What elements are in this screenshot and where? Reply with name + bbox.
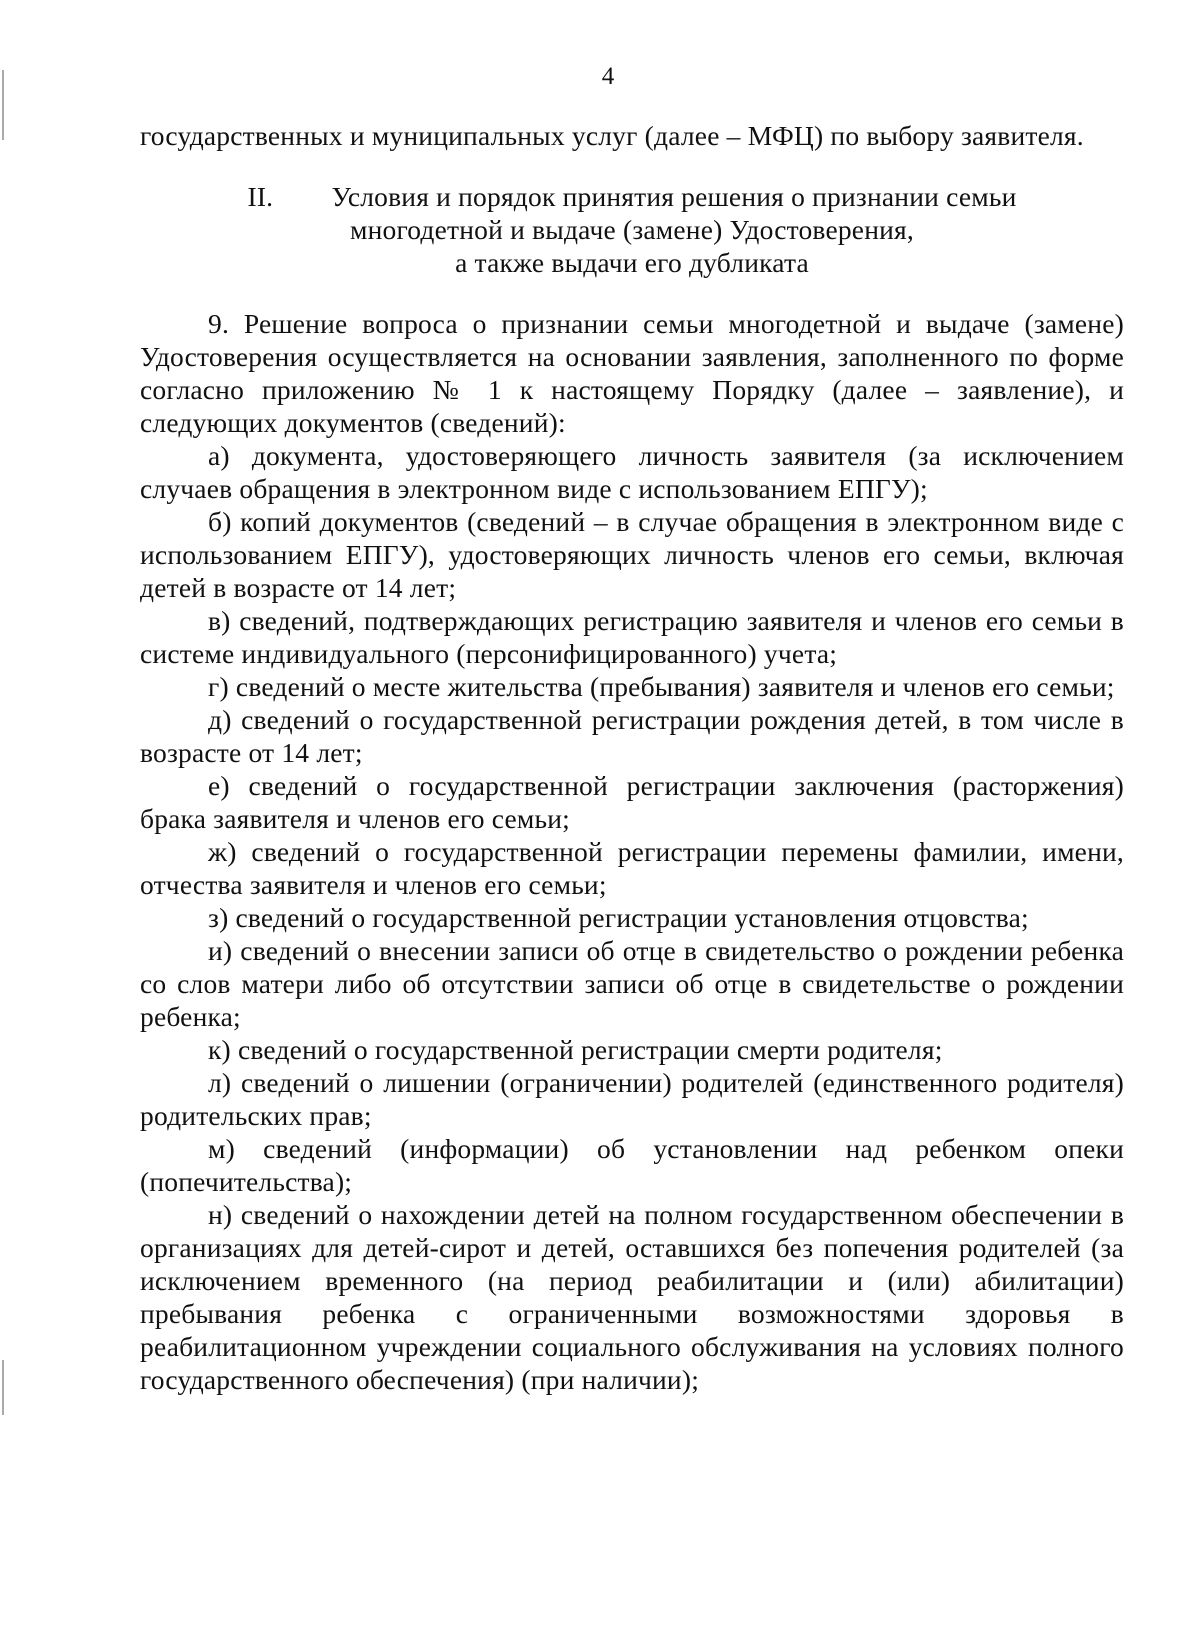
section-title-line-1: Условия и порядок принятия решения о признании семьи: [331, 181, 1017, 212]
document-body: [140, 119, 1124, 1396]
section-numeral: II.: [247, 181, 274, 212]
list-item-k: к) сведений о государственной регистрации смерти родителя;: [208, 1034, 943, 1065]
section-heading: [140, 180, 1124, 279]
list-item-d: д) сведений о государственной регистрации рождения детей, в том числе в возрасте от 14 лет;: [140, 704, 1124, 768]
paragraph-item-9: 9. Решение вопроса о признании семьи многодетной и выдаче (замене) Удостоверения осуществляется на основании заявления, заполненного по форме согласно приложению № 1 к настоящему Порядку (далее – заявление), и следующих документов (сведений):: [140, 308, 1124, 438]
list-item-m: м) сведений (информации) об установлении над ребенком опеки (попечительства);: [140, 1133, 1124, 1197]
page-number: 4: [601, 63, 615, 90]
list-item-l: л) сведений о лишении (ограничении) родителей (единственного родителя) родительских прав;: [140, 1067, 1124, 1131]
section-heading-line-1: [140, 180, 1124, 213]
list-item-z: з) сведений о государственной регистрации установления отцовства;: [208, 902, 1029, 933]
list-item-b: б) копий документов (сведений – в случае обращения в электронном виде с использованием ЕПГУ), удостоверяющих личность членов его семьи, включая детей в возрасте от 14 лет;: [140, 506, 1124, 603]
list-item-n: н) сведений о нахождении детей на полном государственном обеспечении в организациях для детей-сирот и детей, оставшихся без попечения родителей (за исключением временного (на период реабилитации и (или) абилитации) пребывания ребенка с ограниченными возможностями здоровья в реабилитационном учреждении социального обслуживания на условиях полного государственного обеспечения) (при наличии);: [140, 1199, 1124, 1395]
list-item-g: г) сведений о месте жительства (пребывания) заявителя и членов его семьи;: [208, 671, 1115, 702]
list-item-v: в) сведений, подтверждающих регистрацию заявителя и членов его семьи в системе индивидуального (персонифицированного) учета;: [140, 605, 1124, 669]
list-item-zh: ж) сведений о государственной регистрации перемены фамилии, имени, отчества заявителя и членов его семьи;: [140, 836, 1124, 900]
list-item-e: е) сведений о государственной регистрации заключения (расторжения) брака заявителя и членов его семьи;: [140, 770, 1124, 834]
scan-edge-mark: [2, 1360, 4, 1415]
intro-paragraph: государственных и муниципальных услуг (далее – МФЦ) по выбору заявителя.: [140, 120, 1084, 151]
section-title-line-3: а также выдачи его дубликата: [455, 247, 809, 278]
section-title-line-2: многодетной и выдаче (замене) Удостоверения,: [350, 214, 914, 245]
list-item-a: а) документа, удостоверяющего личность заявителя (за исключением случаев обращения в электронном виде с использованием ЕПГУ);: [140, 440, 1124, 504]
list-item-i: и) сведений о внесении записи об отце в свидетельство о рождении ребенка со слов матери либо об отсутствии записи об отце в свидетельстве о рождении ребенка;: [140, 935, 1124, 1032]
